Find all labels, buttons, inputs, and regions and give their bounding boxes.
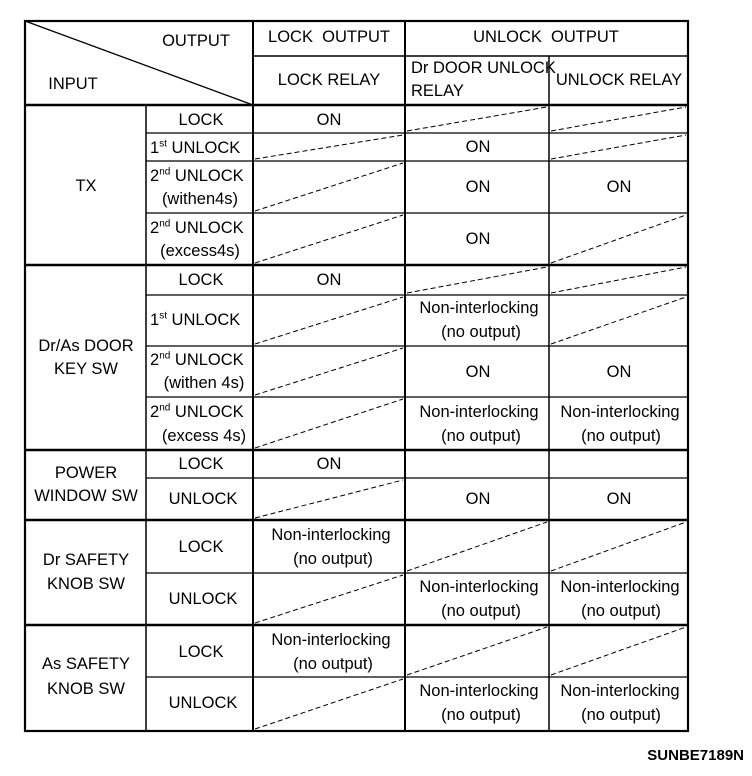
cell-key-2nd-within-dr-relay: ON [465,363,491,381]
group-label-power-window: POWER [54,464,118,482]
group-label-as-safety: As SAFETY [41,655,131,673]
cell-tx-1st-dr-relay: ON [465,138,491,156]
input-power-lock: LOCK [178,455,224,473]
cell-key-1st-dr-relay: Non-interlocking [419,299,539,317]
input-tx-2nd-within-sub: (withen4s) [161,190,239,208]
cell-key-2nd-within-unlock-relay: ON [606,363,632,381]
input-key-lock: LOCK [178,271,224,289]
cell-dr-safety-unlock-dr-relay: Non-interlocking [419,578,539,596]
cell-as-safety-unlock-dr-relay-2: (no output) [441,706,521,724]
cell-as-safety-unlock-dr-relay: Non-interlocking [419,682,539,700]
cell-as-safety-unlock-unlock-relay-2: (no output) [581,706,661,724]
input-power-unlock: UNLOCK [168,490,238,508]
cell-as-safety-unlock-unlock-relay: Non-interlocking [560,682,680,700]
cell-power-unlock-dr-relay: ON [465,490,491,508]
input-tx-1st-unlock: 1st UNLOCK [150,138,241,157]
cell-key-2nd-excess-unlock-relay-2: (no output) [581,427,661,445]
cell-dr-safety-unlock-unlock-relay: Non-interlocking [560,578,680,596]
input-header-label: INPUT [48,75,98,93]
unlock-output-header: UNLOCK OUTPUT [473,28,619,46]
figure-code: SUNBE7189N [647,747,744,764]
cell-as-safety-lock-lock-relay-2: (no output) [293,655,373,673]
cell-power-unlock-unlock-relay: ON [606,490,632,508]
cell-dr-safety-lock-lock-relay: Non-interlocking [271,526,391,544]
cell-tx-lock-lock-relay: ON [316,111,342,129]
input-dr-safety-unlock: UNLOCK [168,590,238,608]
unlock-relay-header: UNLOCK RELAY [555,71,683,89]
group-label-as-safety-2: KNOB SW [47,680,125,698]
group-label-door-key-2: KEY SW [54,360,118,378]
dr-door-unlock-relay-header: Dr DOOR UNLOCK [411,59,556,77]
input-key-1st-unlock: 1st UNLOCK [150,310,241,329]
input-tx-2nd-excess-sub: (excess4s) [160,242,240,260]
cell-dr-safety-unlock-unlock-relay-2: (no output) [581,602,661,620]
cell-key-lock-lock-relay: ON [316,271,342,289]
cell-key-2nd-excess-dr-relay-2: (no output) [441,427,521,445]
input-key-2nd-unlock-excess: 2nd UNLOCK [150,402,244,421]
input-tx-2nd-unlock-within: 2nd UNLOCK [150,166,244,185]
input-key-2nd-unlock-within: 2nd UNLOCK [150,350,244,369]
dr-door-unlock-relay-header-line2: RELAY [411,82,464,100]
cell-key-2nd-excess-unlock-relay: Non-interlocking [560,403,680,421]
output-header-label: OUTPUT [162,32,230,50]
group-label-tx: TX [75,177,97,195]
cell-dr-safety-unlock-dr-relay-2: (no output) [441,602,521,620]
cell-key-2nd-excess-dr-relay: Non-interlocking [419,403,539,421]
lock-output-header: LOCK OUTPUT [268,28,390,46]
cell-tx-2nd-within-unlock-relay: ON [606,178,632,196]
group-label-dr-safety: Dr SAFETY [42,551,130,569]
lock-relay-header: LOCK RELAY [277,71,381,89]
group-label-dr-safety-2: KNOB SW [47,575,125,593]
cell-tx-2nd-excess-dr-relay: ON [465,230,491,248]
group-label-power-window-2: WINDOW SW [34,487,138,505]
cell-tx-2nd-within-dr-relay: ON [465,178,491,196]
cell-key-1st-dr-relay-2: (no output) [441,323,521,341]
input-dr-safety-lock: LOCK [178,538,224,556]
cell-as-safety-lock-lock-relay: Non-interlocking [271,631,391,649]
cell-power-lock-lock-relay: ON [316,455,342,473]
input-tx-2nd-unlock-excess: 2nd UNLOCK [150,218,244,237]
input-key-2nd-excess-sub: (excess 4s) [161,427,247,445]
input-as-safety-unlock: UNLOCK [168,694,238,712]
group-label-door-key: Dr/As DOOR [38,337,134,355]
input-as-safety-lock: LOCK [178,643,224,661]
cell-dr-safety-lock-lock-relay-2: (no output) [293,550,373,568]
input-key-2nd-within-sub: (withen 4s) [163,374,245,392]
input-tx-lock: LOCK [178,111,224,129]
